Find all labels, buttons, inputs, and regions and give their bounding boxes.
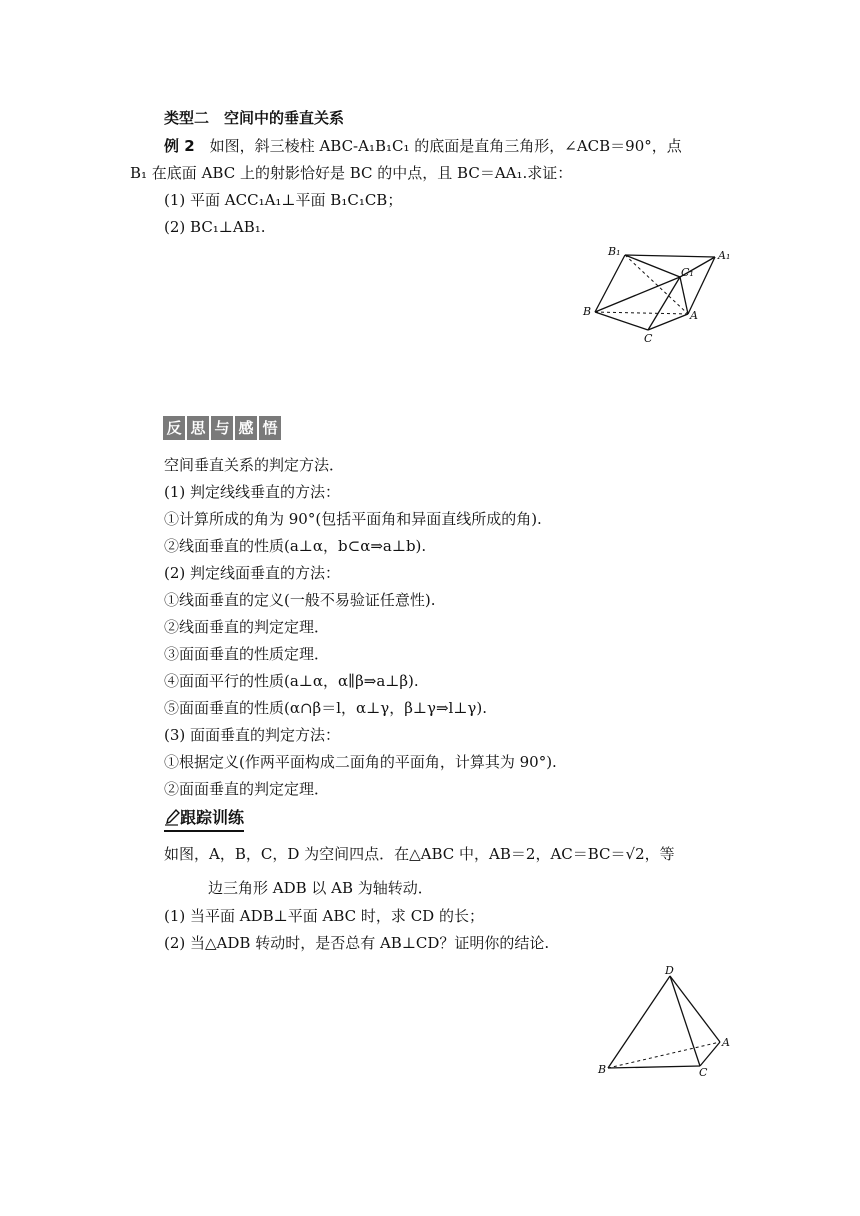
reflection-line: ②线面垂直的判定定理． [164, 618, 330, 636]
label-c1: C₁ [681, 266, 694, 279]
edge-b-c1 [595, 277, 680, 312]
pencil-icon [164, 808, 180, 826]
question-2: (2) BC₁⊥AB₁. [164, 218, 266, 236]
edge-b1-a1 [625, 255, 715, 257]
reflection-line: ①计算所成的角为 90°(包括平面角和异面直线所成的角). [164, 510, 542, 528]
practice-q2: (2) 当△ADB 转动时，是否总有 AB⊥CD？证明你的结论. [164, 934, 550, 952]
label-a: A [722, 1036, 730, 1049]
practice-line-2: 边三角形 ADB 以 AB 为轴转动． [208, 879, 433, 897]
edge-b1-c1 [625, 255, 680, 277]
reflection-line: ①根据定义(作两平面构成二面角的平面角，计算其为 90°). [164, 753, 557, 771]
section-heading: 类型二 空间中的垂直关系 [164, 109, 345, 127]
reflection-line: 空间垂直关系的判定方法． [164, 456, 345, 474]
prism-figure [580, 242, 740, 352]
example-text-1: 如图，斜三棱柱 ABC-A₁B₁C₁ 的底面是直角三角形，∠ACB＝90°，点 [194, 137, 682, 155]
edge-b-a-dashed [595, 312, 688, 314]
example-line-1 [164, 136, 682, 156]
edge-b-c [608, 1066, 700, 1068]
tag-char: 反 [163, 416, 185, 440]
reflection-line: ②面面垂直的判定定理． [164, 780, 330, 798]
label-c: C [644, 332, 653, 345]
edge-d-b [608, 976, 670, 1068]
tetrahedron-figure [595, 962, 745, 1082]
label-b: B [583, 305, 592, 318]
reflection-line: ③面面垂直的性质定理． [164, 645, 330, 663]
example-label: 例 2 [164, 137, 195, 155]
reflection-line: ④面面平行的性质(a⊥α，α∥β⇒a⊥β). [164, 672, 419, 690]
practice-line-1: 如图，A，B，C，D 为空间四点．在△ABC 中，AB＝2，AC＝BC＝√2，等 [164, 845, 675, 863]
edge-c-a [648, 314, 688, 330]
label-a1: A₁ [718, 249, 731, 262]
reflection-line: (1) 判定线线垂直的方法： [164, 483, 341, 501]
label-b1: B₁ [608, 245, 621, 258]
tag-char: 悟 [259, 416, 281, 440]
example-line-2: B₁ 在底面 ABC 上的射影恰好是 BC 的中点，且 BC＝AA₁.求证： [130, 164, 573, 182]
label-d: D [665, 964, 674, 977]
label-a: A [690, 309, 698, 322]
tag-char: 思 [187, 416, 209, 440]
edge-b-a-dashed [608, 1042, 720, 1068]
practice-q1: (1) 当平面 ADB⊥平面 ABC 时，求 CD 的长； [164, 907, 484, 925]
reflection-line: (3) 面面垂直的判定方法： [164, 726, 341, 744]
edge-b-c [595, 312, 648, 330]
practice-title: 跟踪训练 [180, 808, 245, 827]
reflection-line: ①线面垂直的定义(一般不易验证任意性). [164, 591, 436, 609]
edge-d-a [670, 976, 720, 1042]
question-1: (1) 平面 ACC₁A₁⊥平面 B₁C₁CB； [164, 191, 403, 209]
edge-b1-b [595, 255, 625, 312]
label-c: C [699, 1066, 708, 1079]
reflection-line: ②线面垂直的性质(a⊥α，b⊂α⇒a⊥b). [164, 537, 427, 555]
label-b: B [598, 1063, 607, 1076]
edge-c1-a [680, 277, 688, 314]
practice-header [164, 805, 244, 832]
tag-char: 感 [235, 416, 257, 440]
reflection-line: ⑤面面垂直的性质(α∩β＝l，α⊥γ，β⊥γ⇒l⊥γ). [164, 699, 488, 717]
edge-b1-a-dashed [625, 255, 688, 314]
reflection-line: (2) 判定线面垂直的方法： [164, 564, 341, 582]
tag-char: 与 [211, 416, 233, 440]
reflection-tag [163, 416, 281, 440]
edge-c-c1 [648, 277, 680, 330]
